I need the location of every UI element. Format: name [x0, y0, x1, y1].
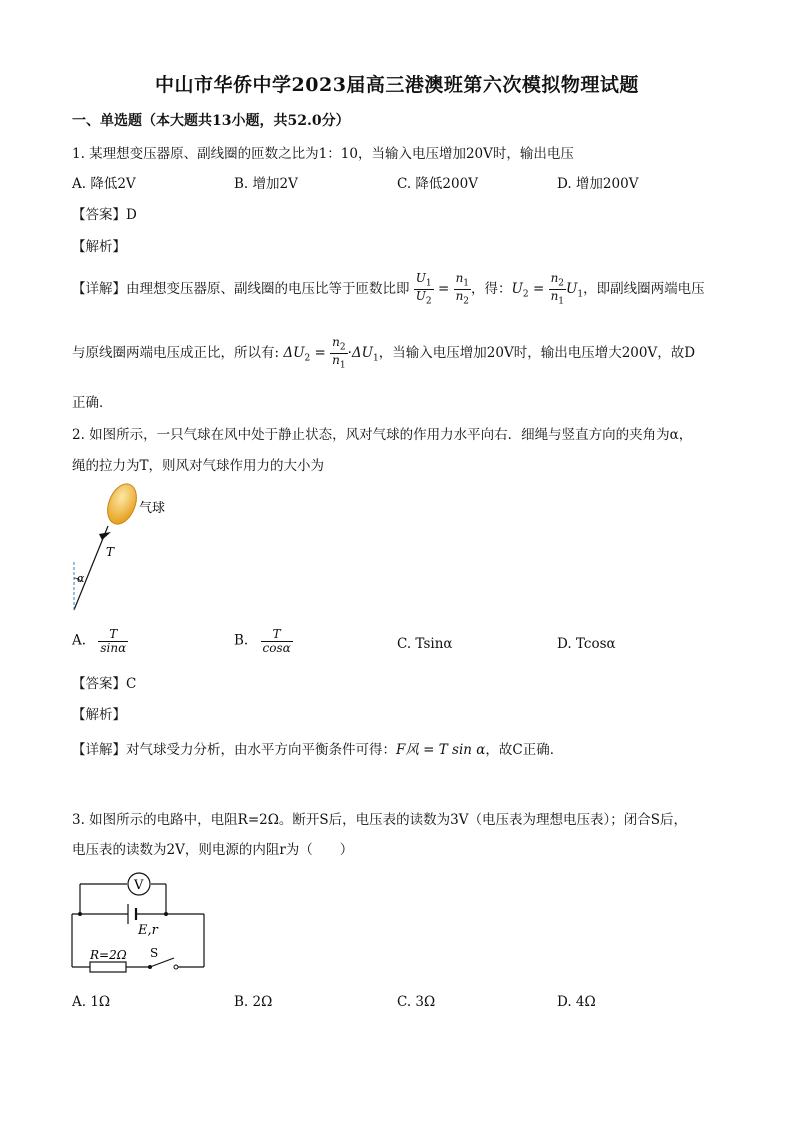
- balloon-figure: [66, 482, 186, 616]
- detail-tag: 【详解】: [72, 280, 126, 297]
- detail-text: 与原线圈两端电压成正比，所以有:: [72, 344, 280, 361]
- q3-stem-line2: 电压表的读数为2V，则电源的内阻r为（ ）: [72, 842, 354, 858]
- frac-den: cosα: [262, 640, 291, 655]
- q2-stem-line1: 2. 如图所示，一只气球在风中处于静止状态，风对气球的作用力水平向右．细绳与竖直方向的夹角为α，: [72, 427, 693, 443]
- option-a-fraction: [98, 628, 128, 654]
- answer-value: D: [126, 207, 137, 223]
- delta-fraction: $\frac{n_2}{n_1}$: [332, 335, 346, 371]
- q1-option-c: C. 降低200V: [397, 176, 478, 192]
- frac-num: T: [261, 628, 293, 642]
- option-label: B.: [234, 632, 249, 649]
- q3-stem-line1: 3. 如图所示的电路中，电阻R=2Ω。断开S后，电压表的读数为3V（电压表为理想电压表）；闭合S后，: [72, 812, 688, 828]
- detail-text: ，当输入电压增加20V时，输出电压增大200V，故D: [378, 344, 696, 361]
- option-b-fraction: [261, 628, 293, 654]
- source-label: E,r: [138, 923, 158, 938]
- switch-pivot: [148, 965, 152, 969]
- tension-label: T: [106, 545, 115, 559]
- detail-text: 由理想变压器原、副线圈的电压比等于匝数比即: [126, 280, 410, 297]
- q2-stem-line2: 绳的拉力为T，则风对气球作用力的大小为: [72, 458, 325, 474]
- q1-stem: 1. 某理想变压器原、副线圈的匝数之比为1：10，当输入电压增加20V时，输出电压: [72, 146, 574, 162]
- ratio-u-fraction: $\frac{U_1}{U_2}$: [415, 271, 432, 307]
- resistor-icon: [90, 962, 126, 972]
- q2-answer: [72, 672, 136, 692]
- junction-dot: [164, 912, 168, 916]
- q1-option-b: B. 增加2V: [234, 176, 298, 192]
- answer-tag: 【答案】: [72, 207, 126, 223]
- balloon-icon: [102, 482, 142, 528]
- frac-den: sinα: [100, 640, 127, 655]
- q3-option-c: C. 3Ω: [397, 994, 436, 1010]
- tension-arrow-icon: [99, 532, 111, 540]
- q2-detail: [72, 738, 563, 758]
- q1-analysis-tag: 【解析】: [72, 239, 126, 255]
- detail-text: ，即副线圈两端电压: [583, 280, 705, 297]
- q1-detail-line2: 与原线圈两端电压成正比，所以有: $\Delta U_2$ = $\frac{n_2}{n_1}$ $\cdot\Delta U_1$，当输入电压增加20V时，输出电压增大200V，故D: [72, 335, 696, 371]
- q2-analysis-tag: 【解析】: [72, 707, 126, 723]
- detail-text: ，得：: [471, 280, 512, 297]
- q2-option-c: C. Tsinα: [397, 636, 453, 652]
- q1-detail-line1: 【详解】由理想变压器原、副线圈的电压比等于匝数比即 $\frac{U_1}{U_2}$ = $\frac{n_1}{n_2}$ ，得：$U_2$ = $\frac{n_2}{n_1}$ $U_1$，即副线圈两端电压: [72, 271, 705, 307]
- q2-option-b: [234, 628, 293, 654]
- q3-option-b: B. 2Ω: [234, 994, 273, 1010]
- alpha-label: α: [77, 572, 85, 585]
- option-label: A.: [72, 632, 87, 649]
- frac-num: T: [98, 628, 128, 642]
- section-heading: 一、单选题（本大题共13小题，共52.0分）: [72, 113, 350, 129]
- q1-answer: [72, 203, 137, 223]
- voltmeter-label: V: [134, 878, 144, 893]
- detail-text: ，故C正确．: [485, 742, 564, 758]
- q3-option-a: A. 1Ω: [72, 994, 111, 1010]
- q2-option-d: D. Tcosα: [557, 636, 616, 652]
- q1-option-a: A. 降低2V: [72, 176, 136, 192]
- switch-contact: [174, 965, 178, 969]
- ratio-n-fraction: $\frac{n_1}{n_2}$: [455, 271, 470, 307]
- q3-option-d: D. 4Ω: [557, 994, 596, 1010]
- answer-tag: 【答案】: [72, 676, 126, 692]
- detail-equation: F风 = T sin α: [396, 742, 486, 758]
- switch-label: S: [150, 946, 159, 960]
- circuit-figure: [70, 870, 210, 976]
- page-title: 中山市华侨中学2023届高三港澳班第六次模拟物理试题: [155, 74, 639, 96]
- balloon-label: 气球: [139, 501, 166, 516]
- q1-option-d: D. 增加200V: [557, 176, 639, 192]
- detail-text: 对气球受力分析，由水平方向平衡条件可得：: [126, 742, 396, 758]
- resistor-label: R=2Ω: [90, 948, 127, 962]
- junction-dot: [78, 912, 82, 916]
- q2-option-a: [72, 628, 128, 654]
- detail-tag: 【详解】: [72, 742, 126, 758]
- n2-n1-fraction: $\frac{n_2}{n_1}$: [550, 271, 565, 307]
- q1-detail-line3: 正确．: [72, 395, 113, 411]
- answer-value: C: [126, 676, 137, 692]
